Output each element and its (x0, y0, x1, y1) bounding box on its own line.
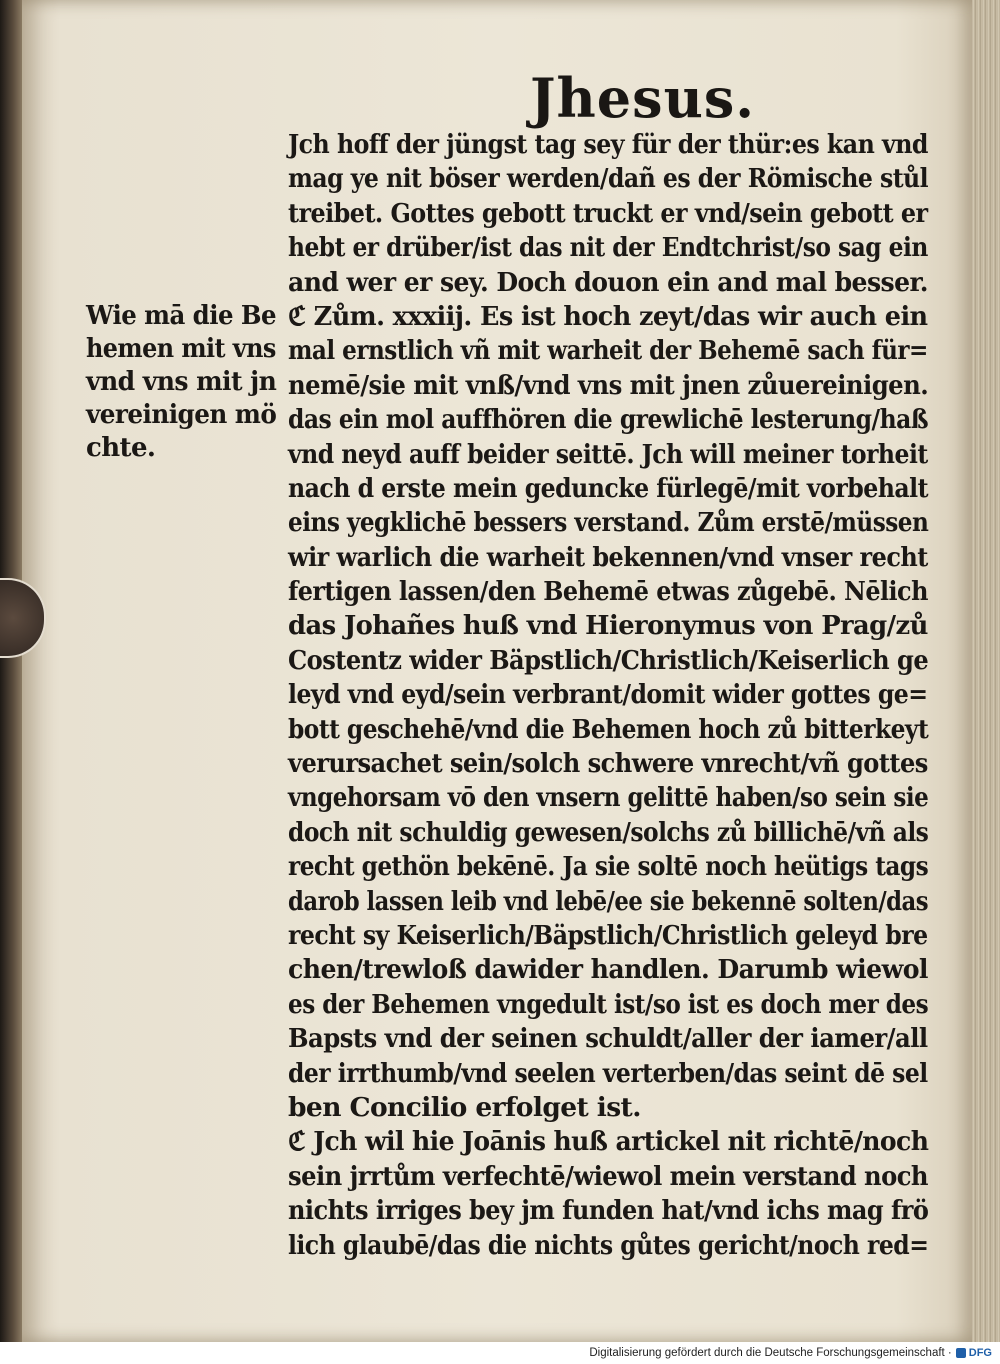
text-line: leyd vnd eyd/sein verbrant/domit wider gottes ge= (288, 679, 928, 711)
dfg-logo-icon (956, 1348, 966, 1358)
text-line: hebt er drüber/ist das nit der Endtchrist/so sag ein (288, 232, 928, 264)
text-line: Bapsts vnd der seinen schuldt/aller der iamer/all (288, 1023, 928, 1055)
text-line: lich glaubē/das die nichts gůtes gericht/noch red= (288, 1229, 929, 1261)
text-line: Costentz wider Bäpstlich/Christlich/Keiserlich ge (288, 644, 929, 676)
text-line: nichts irriges bey jm funden hat/vnd ichs mag frö (288, 1195, 929, 1227)
text-line: es der Behemen vngedult ist/so ist es doch mer des (288, 988, 929, 1020)
page-stack-edge (972, 0, 1000, 1342)
text-line: wir warlich die warheit bekennen/vnd vnser recht (288, 541, 928, 573)
text-line: ben Concilio erfolget ist. (288, 1091, 641, 1123)
margin-line: hemen mit vns (86, 334, 276, 364)
text-line: verursachet sein/solch schwere vnrecht/vñ gottes (288, 748, 928, 780)
text-line: chen/trewloß dawider handlen. Darumb wiewol (288, 954, 928, 986)
margin-note (86, 300, 276, 465)
book-binding-edge (0, 0, 22, 1342)
text-line: ℭ Jch wil hie Joānis huß artickel nit richtē/noch (288, 1126, 929, 1158)
text-line: fertigen lassen/den Behemē etwas zůgebē. Nēlich (288, 576, 928, 608)
margin-line: chte. (86, 433, 156, 463)
text-line: vngehorsam vō den vnsern gelittē haben/so sein sie (288, 782, 929, 814)
body-text (288, 128, 928, 1263)
text-line: mag ye nit böser werden/dañ es der Römische stůl (288, 163, 929, 195)
text-line: sein jrrtům verfechtē/wiewol mein verstand noch (288, 1160, 928, 1192)
text-line: recht sy Keiserlich/Bäpstlich/Christlich geleyd bre (288, 919, 928, 951)
text-line: das ein mol auffhören die grewlichē lesterung/haß (288, 404, 929, 436)
text-line: doch nit schuldig gewesen/solchs zů billichē/vñ als (288, 816, 929, 848)
text-line: nach d erste mein geduncke fürlegē/mit vorbehalt (288, 472, 928, 504)
text-line: ℭ Zům. xxxiij. Es ist hoch zeyt/das wir auch ein (288, 300, 928, 332)
text-line: mal ernstlich vñ mit warheit der Behemē sach für= (288, 335, 928, 367)
margin-line: vereinigen mö (86, 400, 277, 430)
text-line: vnd neyd auff beider seittē. Jch will meiner torheit (288, 438, 928, 470)
text-line: darob lassen leib vnd lebē/ee sie bekennē solten/das (288, 885, 929, 917)
margin-line: vnd vns mit jn (86, 367, 277, 397)
margin-line: Wie mā die Be (86, 301, 276, 331)
text-line: and wer er sey. Doch douon ein and mal besser. (288, 266, 928, 298)
text-line: treibet. Gottes gebott truckt er vnd/sein gebott er (288, 197, 928, 229)
footer-bar (0, 1342, 1000, 1364)
text-line: eins yegklichē bessers verstand. Zům erstē/müssen (288, 507, 929, 539)
text-line: das Johañes huß vnd Hieronymus von Prag/zů (288, 610, 928, 642)
text-line: nemē/sie mit vnß/vnd vns mit jnen zůuereinigen. (288, 369, 929, 401)
text-line: Jch hoff der jüngst tag sey für der thür:es kan vnd (288, 129, 928, 160)
text-line: der irrthumb/vnd seelen verterben/das seint dē sel (288, 1057, 928, 1089)
text-line: recht gethön bekēnē. Ja sie soltē noch heütigs tags (288, 851, 929, 883)
text-line: bott geschehē/vnd die Behemen hoch zů bitterkeyt (288, 713, 929, 745)
footer-credit: Digitalisierung gefördert durch die Deutsche Forschungsgemeinschaft · (589, 1347, 952, 1359)
dfg-logo-label: DFG (968, 1347, 992, 1359)
page-heading: Jhesus. (530, 66, 756, 130)
